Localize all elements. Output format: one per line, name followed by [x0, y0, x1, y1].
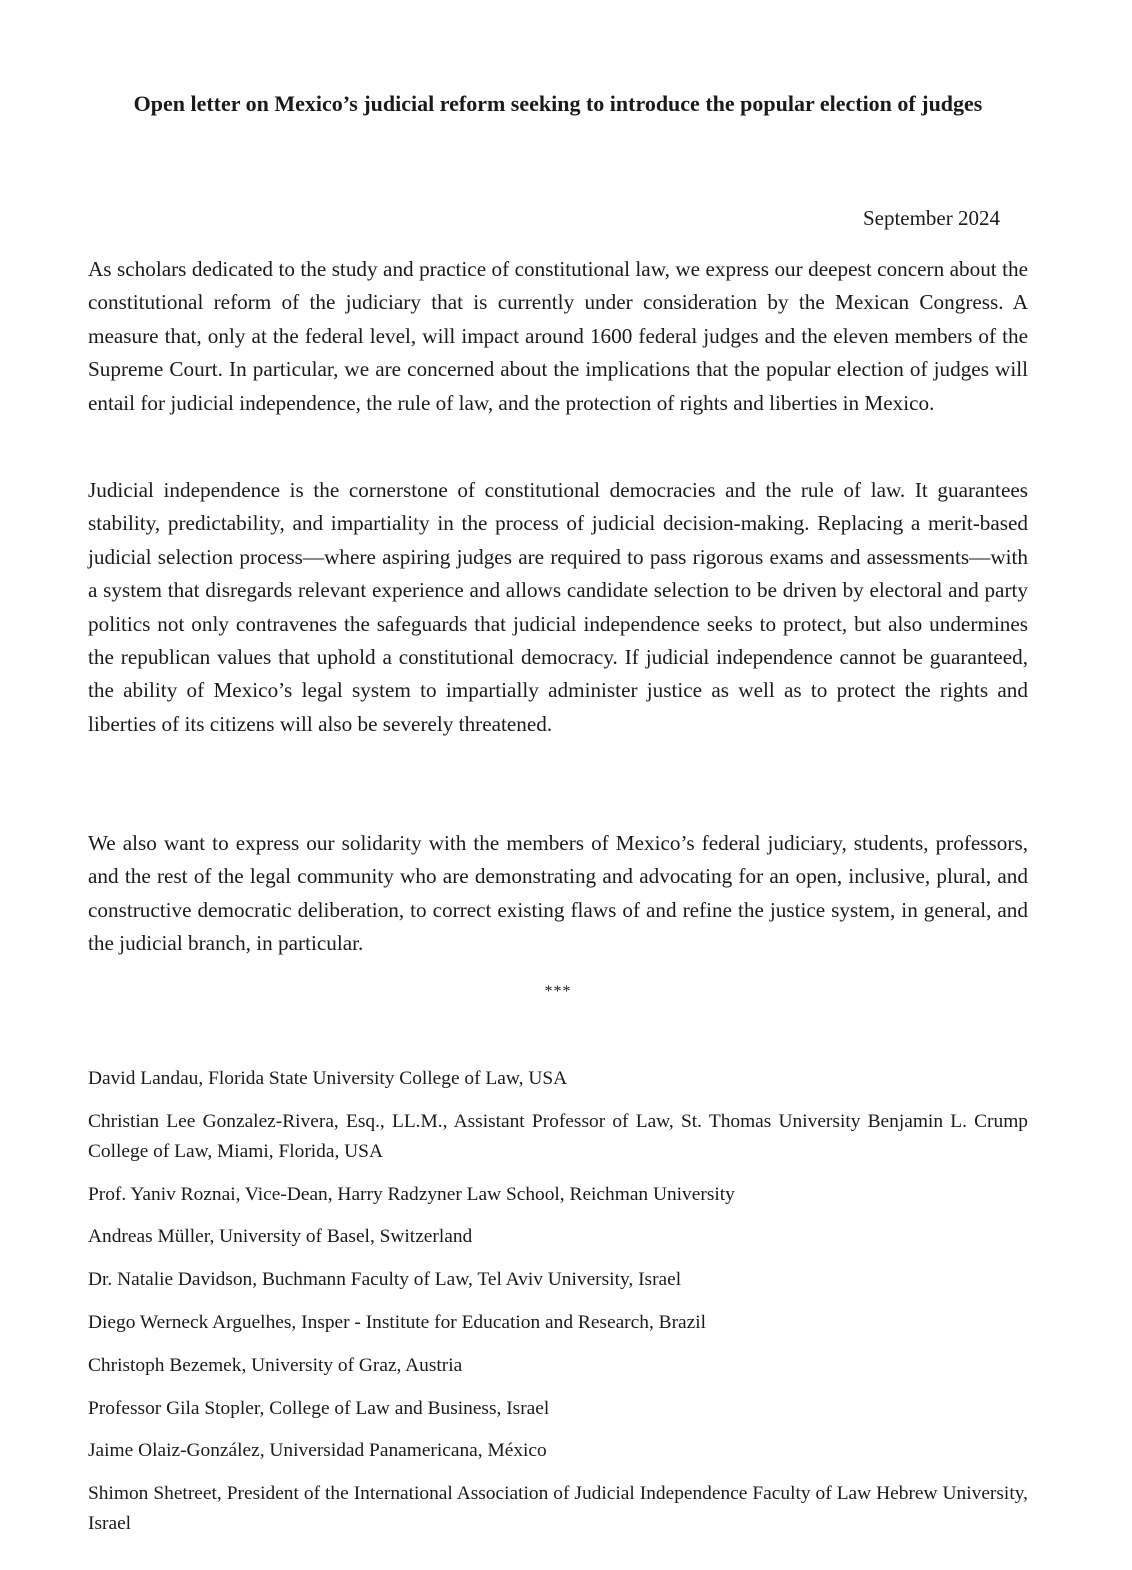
body-paragraph-1: As scholars dedicated to the study and practice of constitutional law, we express our deepest concern about the constitutional reform of the judiciary that is currently under consideration by the Mexican Congress. A measure that, only at the federal level, will impact around 1600 federal judges and the eleven members of the Supreme Court. In particular, we are concerned about the implications that the popular election of judges will entail for judicial independence, the rule of law, and the protection of rights and liberties in Mexico. [88, 257, 1028, 415]
signatory-item: David Landau, Florida State University College of Law, USA [88, 1068, 568, 1089]
section-separator: *** [544, 983, 572, 1000]
body-paragraph-2: Judicial independence is the cornerstone of constitutional democracies and the rule of law. It guarantees stability, predictability, and impartiality in the process of judicial decision-making. Replacing a merit-based judicial selection process—where aspiring judges are required to pass rigorous exams and assessments—with a system that disregards relevant experience and allows candidate selection to be driven by electoral and party politics not only contravenes the safeguards that judicial independence seeks to protect, but also undermines the republican values that uphold a constitutional democracy. If judicial independence cannot be guaranteed, the ability of Mexico’s legal system to impartially administer justice as well as to protect the rights and liberties of its citizens will also be severely threatened. [88, 478, 1028, 736]
signatory-item: Prof. Yaniv Roznai, Vice-Dean, Harry Radzyner Law School, Reichman University [88, 1183, 735, 1205]
signatory-item: Shimon Shetreet, President of the International Association of Judicial Independence Faculty of Law Hebrew University, Israel [88, 1483, 1028, 1535]
signatory-item: Andreas Müller, University of Basel, Switzerland [88, 1226, 473, 1248]
body-paragraph-3: We also want to express our solidarity with the members of Mexico’s federal judiciary, students, professors, and the rest of the legal community who are demonstrating and advocating for an open, inclusive, plural, and constructive democratic deliberation, to correct existing flaws of and refine the justice system, in general, and the judicial branch, in particular. [88, 831, 1028, 956]
signatory-item: Diego Werneck Arguelhes, Insper - Institute for Education and Research, Brazil [88, 1311, 707, 1333]
signatory-item: Professor Gila Stopler, College of Law and Business, Israel [88, 1397, 550, 1419]
signatory-item: Christoph Bezemek, University of Graz, Austria [88, 1354, 463, 1376]
signatory-item: Jaime Olaiz-González, Universidad Panamericana, México [88, 1440, 547, 1462]
letter-date: September 2024 [862, 206, 1000, 230]
signatory-item: Christian Lee Gonzalez-Rivera, Esq., LL.M., Assistant Professor of Law, St. Thomas University Benjamin L. Crump College of Law, Miami, Florida, USA [88, 1110, 1028, 1162]
signatory-list [88, 1064, 1028, 1552]
letter-title: Open letter on Mexico’s judicial reform seeking to introduce the popular election of judges [133, 91, 983, 116]
signatory-item: Dr. Natalie Davidson, Buchmann Faculty of Law, Tel Aviv University, Israel [88, 1269, 682, 1291]
